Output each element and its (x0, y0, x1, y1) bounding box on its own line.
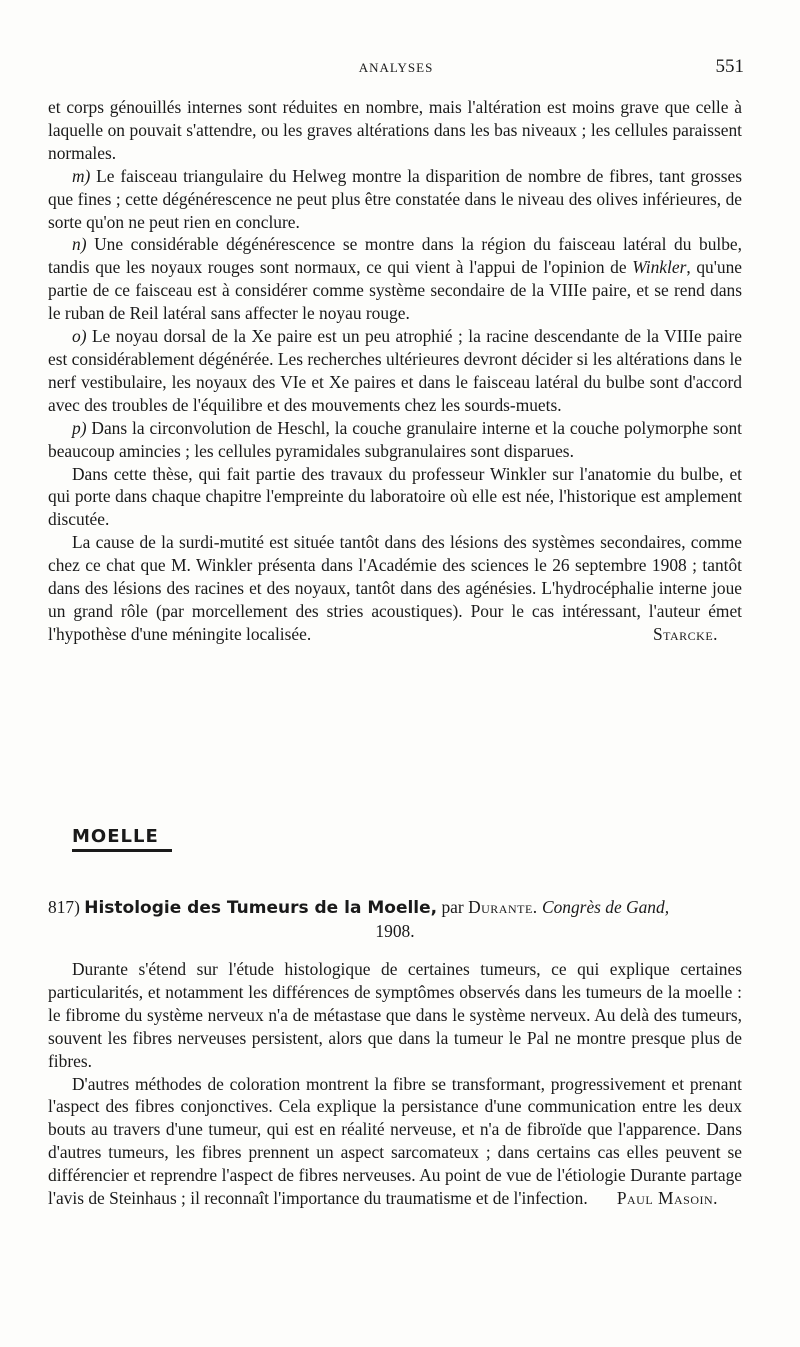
review-signature: Starcke. (652, 623, 718, 644)
entry-paragraph-1: Durante s'étend sur l'étude histologique de certaines tumeurs, ce qui explique certaines particularités, et notamment les différences de symptômes observés dans les tumeurs de la moelle : le fibrome du système nerveux n'a de métastase que dans le système nerveux. Au delà des tumeurs, souvent les fibres nerveuses persistent, alors que dans la tumeur le Pal ne montre presque plus de fibres. (48, 959, 742, 1071)
item-label-p: p) (72, 417, 92, 438)
entry-source: Congrès de Gand, (542, 897, 670, 917)
entry-by: par (441, 897, 464, 917)
entry-title-block (48, 896, 742, 943)
paragraph-p-text: Dans la circonvolution de Heschl, la couche granulaire interne et la couche polymorphe sont beaucoup amincies ; les cellules pyramidales subgranulaires sont disparues. (48, 417, 742, 461)
entry-year: 1908. (375, 920, 415, 941)
item-label-m: m) (72, 165, 97, 186)
paragraph-n-text-b: , qu'une partie de ce faisceau est à considérer comme système secondaire de la VIIIe paire, et se rend dans le ruban de Reil latéral sans affecter le noyau rouge. (48, 257, 742, 324)
paragraph-m (48, 165, 742, 234)
continued-review (48, 96, 742, 646)
paragraph-p (48, 417, 742, 463)
paragraph-intro: et corps génouillés internes sont réduites en nombre, mais l'altération est moins grave que celle à laquelle on pouvait s'attendre, ou les graves altérations dans les bas niveaux ; les cellules paraissent normales. (48, 97, 742, 163)
entry-body (48, 958, 742, 1210)
paragraph-o-text: Le noyau dorsal de la Xe paire est un peu atrophié ; la racine descendante de la VIIIe paire est considérablement dégénérée. Les recherches ultérieures devront décider si les altérations dans le nerf vestibulaire, les noyaux des VIe et Xe paires et dans le faisceau latéral du bulbe sont d'accord avec des troubles de l'équilibre et des mouvements chez les sourds-muets. (48, 326, 742, 415)
item-label-o: o) (72, 326, 92, 347)
paragraph-m-text: Le faisceau triangulaire du Helweg montre la disparition de nombre de fibres, tant grosses que fines ; cette dégénérescence ne peut plus être constatée dans le niveau des olives inférieures, de sorte qu'on ne peut rien en conclure. (48, 165, 742, 232)
entry-signature: Paul Masoin. (616, 1188, 718, 1209)
item-label-n: n) (72, 234, 95, 255)
cited-name-winkler: Winkler (632, 257, 687, 278)
paragraph-n-text-a: Une considérable dégénérescence se montre dans la région du faisceau latéral du bulbe, tandis que les noyaux rouges sont normaux, ce qui vient à l'appui de l'opinion de (48, 234, 742, 278)
paragraph-cause: La cause de la surdi-mutité est située tantôt dans des lésions des systèmes secondaires, comme chez ce chat que M. Winkler présenta dans l'Académie des sciences le 26 septembre 1908 ; tantôt dans des lésions des racines et des noyaux, tantôt dans des agénésies. L'hydrocéphalie interne joue un grand rôle (par morcellement des stries acoustiques). Pour le cas intéressant, l'auteur émet l'hypothèse d'une méningite localisée. (48, 532, 742, 644)
running-head: ANALYSES (358, 60, 434, 75)
entry-number: 817) (48, 897, 80, 917)
paragraph-n (48, 233, 742, 325)
paragraph-o (48, 325, 742, 417)
entry-paragraph-2: D'autres méthodes de coloration montrent la fibre se transformant, progressivement et prenant l'aspect des fibres conjonctives. Cela explique la persistance d'une communication entre les deux bouts au travers d'une tumeur, qui est en réalité nerveuse, et n'a de fibroïde que l'apparence. Dans d'autres tumeurs, les fibres prennent un aspect sarcomateux ; dans certains cas elles peuvent se différencier et reprendre l'aspect de fibres nerveuses. Au point de vue de l'étiologie Durante partage l'avis de Steinhaus ; il reconnaît l'importance du traumatisme et de l'infection. (48, 1073, 742, 1209)
page-number: 551 (715, 56, 744, 77)
section-underline (72, 849, 172, 852)
paragraph-these: Dans cette thèse, qui fait partie des travaux du professeur Winkler sur l'anatomie du bulbe, et qui porte dans chaque chapitre l'empreinte du laboratoire où elle est née, l'historique est amplement discutée. (48, 463, 742, 530)
section-heading: MOELLE (72, 826, 159, 847)
entry-author: Durante. (468, 897, 538, 917)
page-header (48, 56, 744, 80)
entry-heading: Histologie des Tumeurs de la Moelle, (84, 898, 438, 918)
